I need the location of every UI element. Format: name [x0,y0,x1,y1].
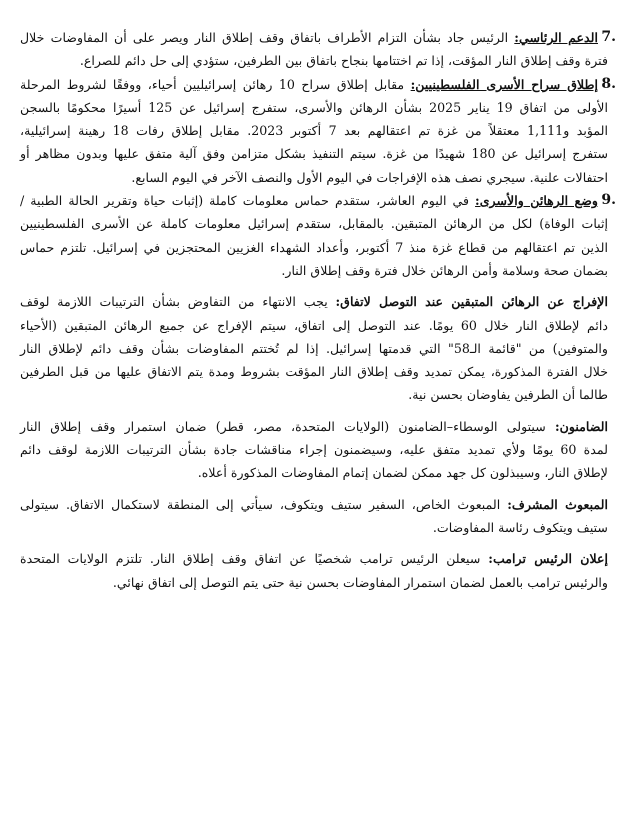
section-envoy [20,493,608,540]
text-line: ستيف ويتكوف رئاسة المفاوضات. [432,519,608,535]
text-line: وضع الرهائن والأسرى: في اليوم العاشر، ستقدم حماس معلومات كاملة (إثبات حياة وتقرير الحالة الطبية / [20,193,598,209]
text-line: لمدة 60 يومًا ولأي تمديد متفق عليه، وسيضمنون إجراء مناقشات جادة بشأن الترتيبات اللازمة لوقف دائم [20,442,608,458]
text-line: إثبات الوفاة) لكل من الرهائن المتبقين. بالمقابل، ستقدم إسرائيل معلومات كاملة عن الأسرى الفلسطينيين [20,216,608,232]
section-guarantors [20,415,608,485]
item-heading: الدعم الرئاسي: [514,30,598,45]
text-line: المبعوث المشرف: المبعوث الخاص، السفير ستيف ويتكوف، سيأتي إلى المنطقة لاستكمال الاتفاق. سيتولى [20,496,608,512]
item-heading: إطلاق سراح الأسرى الفلسطينيين: [410,76,598,92]
item-7 [20,26,616,73]
text-line: والرئيس ترامب بالعمل لضمان استمرار المفاوضات بحسن نية حتى يتم التوصل إلى اتفاق نهائي. [112,574,608,590]
text-line: إطلاق سراح الأسرى الفلسطينيين: مقابل إطلاق سراح 10 رهائن إسرائيليين أحياء، ووفقًا لشروط المرحلة [20,76,598,92]
section-heading: الإفراج عن الرهائن المتبقين عند التوصل لاتفاق: [335,294,608,310]
text-line: والمتوفين) من "قائمة الـ58" التي قدمتها إسرائيل. إذا لم تُختتم المفاوضات بشأن وقف دائم لإطلاق النار [20,340,608,356]
text-line: الأولى من اتفاق 19 يناير 2025 بشأن الرهائن والأسرى، ستفرج إسرائيل عن 125 أسيرًا محكومًا بالسجن [20,99,608,115]
text-line: المؤبد و1,111 معتقلاً من غزة تم اعتقالهم بعد 7 أكتوبر 2023. مقابل إطلاق رفات 18 رهينة إسرائيلية، [20,123,608,139]
item-number: 9. [601,192,616,209]
section-heading: المبعوث المشرف: [507,496,608,512]
text-line: خلال الفترة المذكورة، يمكن تمديد وقف إطلاق النار المؤقت بشروط ومدة يتم الاتفاق عليها من قبل الطرفين [20,364,608,380]
text-line: فترة وقف إطلاق النار المؤقت، إذا تم اختتامها بنجاح باتفاق بين الطرفين، ستؤدي إلى حل دائم للصراع. [79,53,608,69]
text-line: ستفرج إسرائيل عن 180 شهيدًا من غزة. سيتم التنفيذ بشكل متزامن وفق آلية متفق عليها وبدون مظاهر أو [20,146,608,162]
text-line: لإطلاق النار، وسيبذلون كل جهد ممكن لضمان إتمام المفاوضات المذكورة أعلاه. [197,465,608,481]
text-line: الذين تم اعتقالهم من قطاع غزة منذ 7 أكتوبر، وأعداد الشهداء الغزيين المحتجزين في إسرائيل. تلتزم حماس [20,239,608,255]
text-line: الإفراج عن الرهائن المتبقين عند التوصل لاتفاق: يجب الانتهاء من التفاوض بشأن الترتيبات اللازمة لوقف [20,294,608,310]
item-number: 8. [601,75,616,92]
item-9 [20,189,616,282]
text-line: إعلان الرئيس ترامب: سيعلن الرئيس ترامب شخصيًا عن اتفاق وقف إطلاق النار. تلتزم الولايات المتحدة [20,551,609,567]
section-hostage-release [20,290,608,406]
section-heading: إعلان الرئيس ترامب: [488,551,609,567]
section-announcement [20,547,608,594]
item-8 [20,73,616,189]
text-line: الدعم الرئاسي: الرئيس جاد بشأن التزام الأطراف باتفاق وقف إطلاق النار ويصر على أن المفاوضات خلال [20,30,598,45]
text-line: بضمان صحة وسلامة وأمن الرهائن خلال فترة وقف إطلاق النار. [281,262,608,278]
item-heading: وضع الرهائن والأسرى: [475,193,598,209]
section-heading: الضامنون: [554,418,608,434]
text-line: الضامنون: سيتولى الوسطاء–الضامنون (الولايات المتحدة، مصر، قطر) ضمان استمرار وقف إطلاق النار [20,418,608,434]
text-line: دائم لإطلاق النار خلال 60 يومًا. عند التوصل إلى اتفاق، سيتم الإفراج عن جميع الرهائن المتبقين (الأحياء [20,317,608,333]
text-line: طالما أن الطرفين يفاوضان بحسن نية. [408,387,608,403]
text-line: احتفالات علنية. سيجري نصف هذه الإفراجات في اليوم الأول والنصف الآخر في اليوم السابع. [131,169,608,185]
item-number: 7. [601,29,616,45]
